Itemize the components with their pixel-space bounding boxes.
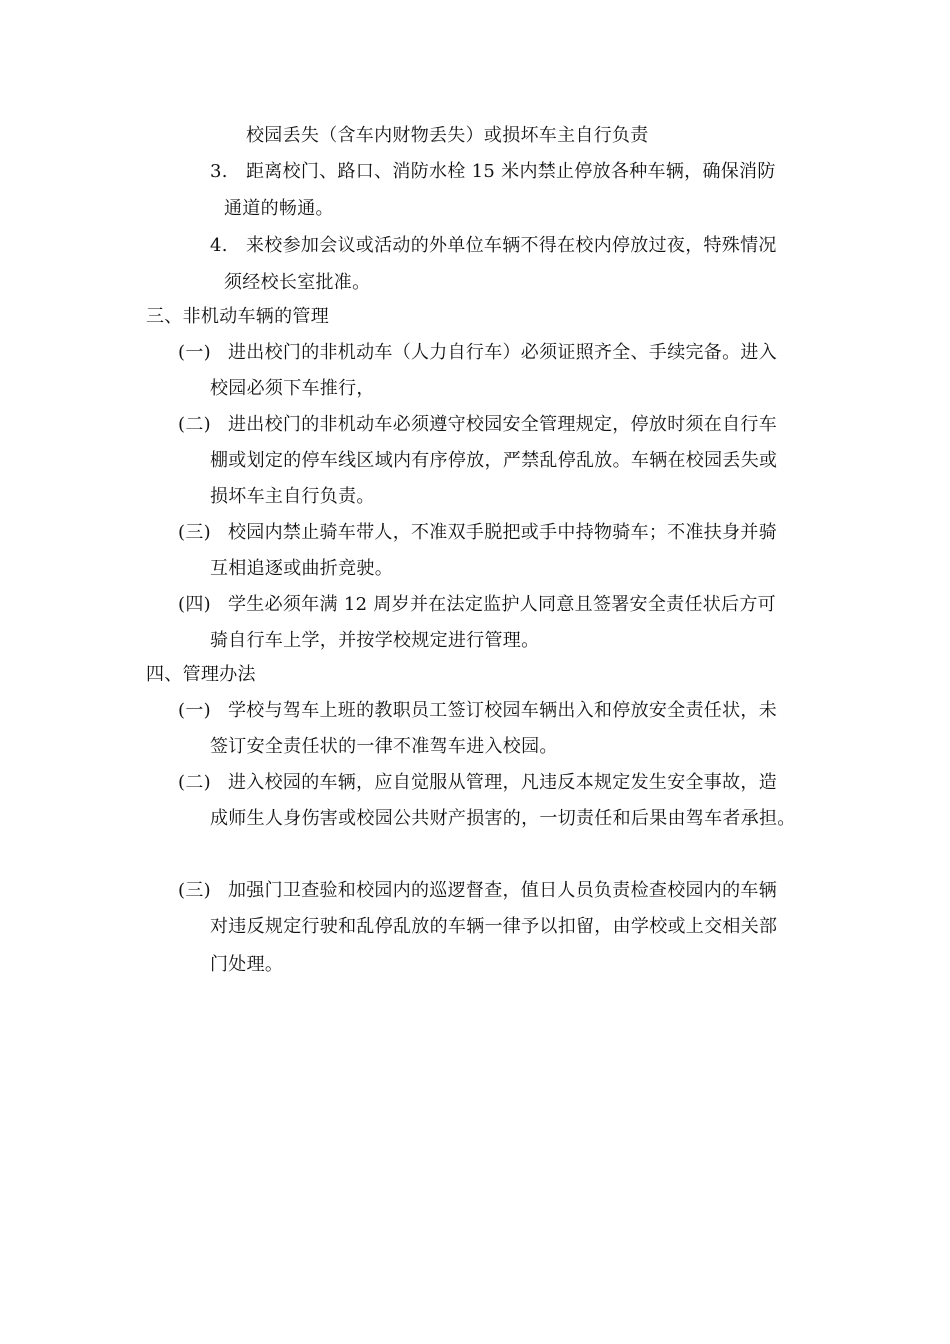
list-item-text: 学校与驾车上班的教职员工签订校园车辆出入和停放安全责任状，未 [228, 700, 777, 721]
list-item-text: 须经校长室批准。 [224, 272, 371, 293]
list-item-text: 学生必须年满 12 周岁并在法定监护人同意且签署安全责任状后方可 [228, 594, 776, 615]
list-item-text: 签订安全责任状的一律不准驾车进入校园。 [210, 736, 558, 757]
list-item-text: 门处理。 [210, 954, 284, 975]
list-item-number: (二) [178, 772, 211, 793]
list-item-number: (一) [178, 700, 211, 721]
list-item-text: 来校参加会议或活动的外单位车辆不得在校内停放过夜，特殊情况 [246, 235, 777, 256]
list-item-text: 损坏车主自行负责。 [210, 486, 375, 507]
list-item-number: 4. [210, 235, 228, 256]
list-item-number: 3. [210, 161, 228, 182]
list-item-number: (一) [178, 342, 211, 363]
list-item-text: 距离校门、路口、消防水栓 15 米内禁止停放各种车辆，确保消防 [246, 161, 776, 182]
list-item-number: (二) [178, 414, 211, 435]
list-item-text: 骑自行车上学，并按学校规定进行管理。 [210, 630, 540, 651]
list-item-text: 加强门卫查验和校园内的巡逻督查，值日人员负责检查校园内的车辆 [228, 880, 777, 901]
list-item-text: 进入校园的车辆，应自觉服从管理，凡违反本规定发生安全事故，造 [228, 772, 777, 793]
section-heading: 三、非机动车辆的管理 [146, 306, 329, 327]
list-item-text: 通道的畅通。 [224, 198, 334, 219]
list-item-text: 校园内禁止骑车带人，不准双手脱把或手中持物骑车；不准扶身并骑 [228, 522, 777, 543]
list-item-text: 成师生人身伤害或校园公共财产损害的，一切责任和后果由驾车者承担。 [210, 808, 796, 829]
list-item-text: 进出校门的非机动车必须遵守校园安全管理规定，停放时须在自行车 [228, 414, 777, 435]
list-item-number: (三) [178, 880, 211, 901]
list-item-text: 进出校门的非机动车（人力自行车）必须证照齐全、手续完备。进入 [228, 342, 777, 363]
section-heading: 四、管理办法 [146, 664, 256, 685]
list-item-text: 棚或划定的停车线区域内有序停放，严禁乱停乱放。车辆在校园丢失或 [210, 450, 778, 471]
list-item-number: (三) [178, 522, 211, 543]
continuation-line: 校园丢失（含车内财物丢失）或损坏车主自行负责 [246, 125, 649, 146]
list-item-text: 对违反规定行驶和乱停乱放的车辆一律予以扣留，由学校或上交相关部 [210, 916, 778, 937]
list-item-number: (四) [178, 594, 211, 615]
list-item-text: 互相追逐或曲折竞驶。 [210, 558, 393, 579]
list-item-text: 校园必须下车推行， [210, 378, 375, 399]
